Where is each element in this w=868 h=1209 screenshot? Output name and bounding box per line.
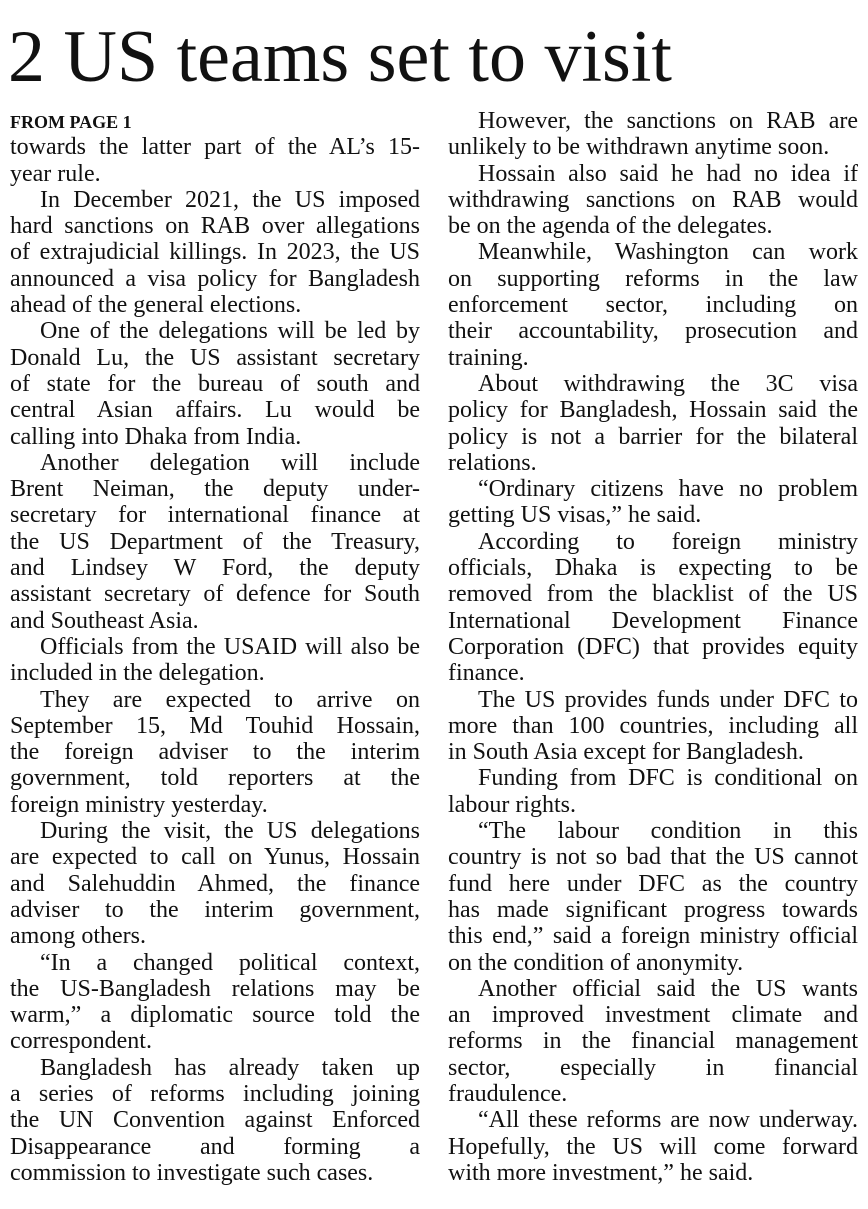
- paragraph: [448, 476, 858, 529]
- text-line: unlikely to be withdrawn anytime soon.: [448, 134, 830, 161]
- paragraph: [10, 818, 420, 949]
- text-line: policy for Bangladesh, Hossain said the: [448, 397, 858, 424]
- text-line: ahead of the general elections.: [10, 292, 302, 319]
- text-line: Another delegation will include: [40, 449, 420, 476]
- text-line: the US-Bangladesh relations may be: [10, 975, 420, 1002]
- text-line: getting US visas,” he said.: [448, 502, 702, 529]
- paragraph: [448, 687, 858, 766]
- paragraph: [448, 161, 858, 240]
- text-line: enforcement sector, including on: [448, 292, 858, 319]
- text-line: the US Department of the Treasury,: [10, 528, 420, 555]
- paragraph: [10, 950, 420, 1055]
- text-line: secretary for international finance at: [10, 502, 420, 529]
- text-line: In December 2021, the US imposed: [40, 186, 420, 213]
- text-line: “Ordinary citizens have no problem: [478, 476, 858, 503]
- headline: 2 US teams set to visit: [8, 16, 672, 98]
- text-line: During the visit, the US delegations: [40, 818, 420, 845]
- text-line: reforms in the financial management: [448, 1028, 858, 1055]
- text-line: labour rights.: [448, 791, 576, 818]
- paragraph: [448, 976, 858, 1107]
- text-line: a series of reforms including joining: [10, 1080, 420, 1107]
- text-line: Bangladesh has already taken up: [40, 1054, 420, 1081]
- text-line: and Lindsey W Ford, the deputy: [10, 555, 420, 582]
- text-line: Another official said the US wants: [478, 975, 858, 1002]
- text-line: Hossain also said he had no idea if: [478, 160, 858, 187]
- text-line: the foreign adviser to the interim: [10, 739, 420, 766]
- text-line: are expected to call on Yunus, Hossain: [10, 844, 420, 871]
- paragraph: [448, 1107, 858, 1186]
- paragraph: [10, 450, 420, 634]
- text-line: officials, Dhaka is expecting to be: [448, 555, 858, 582]
- text-line: According to foreign ministry: [478, 528, 858, 555]
- text-line: this end,” said a foreign ministry official: [448, 923, 858, 950]
- text-line: Funding from DFC is conditional on: [478, 765, 858, 792]
- text-line: correspondent.: [10, 1028, 152, 1055]
- text-line: “All these reforms are now underway.: [478, 1107, 858, 1134]
- text-line: commission to investigate such cases.: [10, 1159, 374, 1186]
- text-line: be on the agenda of the delegates.: [448, 213, 773, 240]
- text-line: “The labour condition in this: [478, 818, 858, 845]
- text-line: Brent Neiman, the deputy under-: [10, 476, 420, 503]
- text-line: finance.: [448, 660, 525, 687]
- paragraph: [448, 529, 858, 687]
- paragraph: [448, 818, 858, 976]
- text-line: withdrawing sanctions on RAB would: [448, 186, 858, 213]
- text-line: central Asian affairs. Lu would be: [10, 397, 420, 424]
- paragraph: [448, 371, 858, 476]
- text-line: calling into Dhaka from India.: [10, 423, 302, 450]
- text-line: on the condition of anonymity.: [448, 949, 744, 976]
- text-line: fund here under DFC as the country: [448, 870, 858, 897]
- text-line: policy is not a barrier for the bilateral: [448, 423, 858, 450]
- text-line: among others.: [10, 923, 146, 950]
- text-line: and Salehuddin Ahmed, the finance: [10, 870, 420, 897]
- text-line: They are expected to arrive on: [40, 686, 420, 713]
- paragraph: [448, 108, 858, 161]
- paragraph: [10, 134, 420, 187]
- from-page-label: FROM PAGE 1: [10, 112, 132, 132]
- text-line: towards the latter part of the AL’s 15-: [10, 134, 420, 161]
- text-line: their accountability, prosecution and: [448, 318, 858, 345]
- text-line: September 15, Md Touhid Hossain,: [10, 712, 420, 739]
- text-line: Hopefully, the US will come forward: [448, 1133, 858, 1160]
- text-line: Corporation (DFC) that provides equity: [448, 633, 858, 660]
- paragraph: [10, 634, 420, 687]
- text-line: of state for the bureau of south and: [10, 370, 420, 397]
- paragraph: [10, 187, 420, 318]
- text-line: sector, especially in financial: [448, 1054, 858, 1081]
- text-line: removed from the blacklist of the US: [448, 581, 858, 608]
- text-line: in South Asia except for Bangladesh.: [448, 739, 804, 766]
- text-line: of extrajudicial killings. In 2023, the US: [10, 239, 420, 266]
- text-line: Disappearance and forming a: [10, 1133, 420, 1160]
- text-line: The US provides funds under DFC to: [478, 686, 858, 713]
- text-line: more than 100 countries, including all: [448, 712, 858, 739]
- text-line: government, told reporters at the: [10, 765, 420, 792]
- text-line: has made significant progress towards: [448, 896, 858, 923]
- text-line: Donald Lu, the US assistant secretary: [10, 344, 420, 371]
- text-line: About withdrawing the 3C visa: [478, 370, 858, 397]
- text-line: adviser to the interim government,: [10, 896, 420, 923]
- paragraph: [448, 239, 858, 370]
- text-line: and Southeast Asia.: [10, 607, 199, 634]
- text-line: training.: [448, 344, 529, 371]
- text-line: foreign ministry yesterday.: [10, 791, 268, 818]
- paragraph: [10, 687, 420, 818]
- text-line: the UN Convention against Enforced: [10, 1107, 420, 1134]
- right-column: [448, 108, 858, 1186]
- text-line: year rule.: [10, 160, 101, 187]
- text-line: However, the sanctions on RAB are: [478, 108, 858, 134]
- text-line: One of the delegations will be led by: [40, 318, 420, 345]
- paragraph: [10, 1055, 420, 1186]
- text-line: hard sanctions on RAB over allegations: [10, 213, 420, 240]
- text-line: country is not so bad that the US cannot: [448, 844, 858, 871]
- text-line: Meanwhile, Washington can work: [478, 239, 858, 266]
- text-line: relations.: [448, 449, 537, 476]
- text-line: warm,” a diplomatic source told the: [10, 1002, 420, 1029]
- left-column: [10, 108, 420, 1186]
- text-line: on supporting reforms in the law: [448, 265, 858, 292]
- paragraph: [10, 318, 420, 449]
- text-line: fraudulence.: [448, 1080, 568, 1107]
- text-line: announced a visa policy for Bangladesh: [10, 265, 420, 292]
- paragraph: [448, 765, 858, 818]
- jump-line: [10, 108, 420, 134]
- text-line: an improved investment climate and: [448, 1002, 858, 1029]
- text-line: assistant secretary of defence for South: [10, 581, 420, 608]
- text-line: included in the delegation.: [10, 660, 265, 687]
- text-line: “In a changed political context,: [40, 949, 420, 976]
- text-line: International Development Finance: [448, 607, 858, 634]
- text-line: Officials from the USAID will also be: [40, 633, 420, 660]
- text-line: with more investment,” he said.: [448, 1159, 754, 1186]
